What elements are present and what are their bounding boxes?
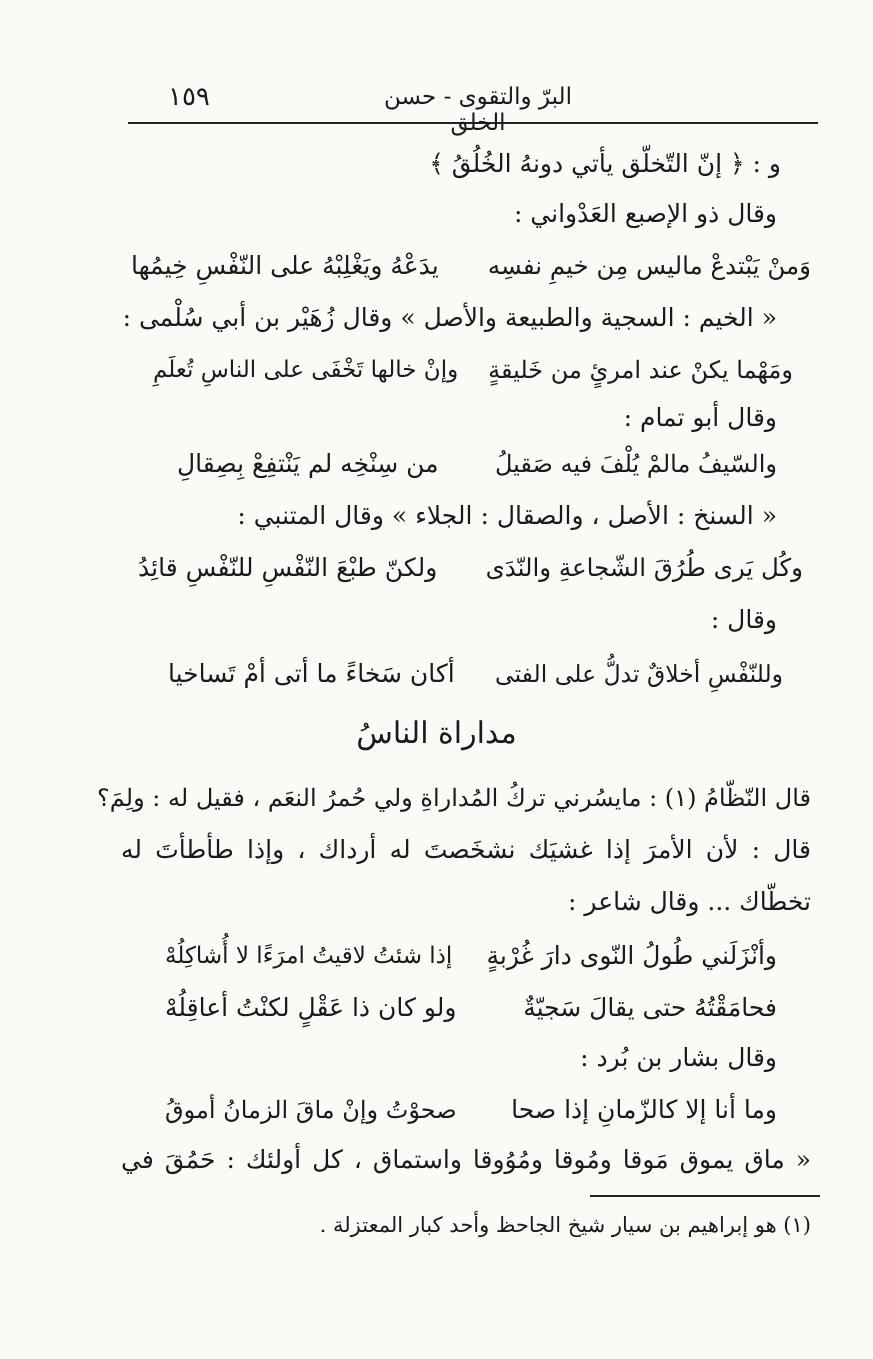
text-line: وقال :: [710, 605, 777, 634]
verse-second-hemistich: وإنْ خالها تَخْفَى على الناسِ تُعلَمِ: [153, 357, 459, 383]
page-header: [128, 78, 818, 136]
verse-second-hemistich: ولكنّ طبْعَ النّفْسِ للنّفْسِ قائِدُ: [138, 553, 438, 582]
paragraph-line: « ماق يموق مَوقا ومُوقا ومُوُوقا واستماق ، كل أولئك : حَمُقَ في: [121, 1145, 811, 1174]
verse-first-hemistich: فحامَقْتُهُ حتى يقالَ سَجيّةٌ: [523, 993, 777, 1022]
verse-line: [168, 654, 783, 694]
verse-line: [177, 444, 777, 484]
verse-line: [165, 936, 777, 976]
verse-first-hemistich: وكُل يَرى طُرُقَ الشّجاعةِ والنّدَى: [485, 553, 803, 582]
verse-second-hemistich: ولو كان ذا عَقْلٍ لكنْتُ أعاقِلُهْ: [165, 993, 457, 1022]
footnote-divider: [590, 1195, 820, 1197]
verse-line: [165, 1090, 777, 1130]
verse-first-hemistich: وللنّفْسِ أخلاقٌ تدلُّ على الفتى: [494, 660, 783, 688]
verse-line: [153, 350, 793, 390]
verse-first-hemistich: وما أنا إلا كالزّمانِ إذا صحا: [511, 1095, 777, 1124]
verse-line: [131, 246, 811, 286]
running-title: البرّ والتقوى - حسن الخلق: [384, 84, 572, 136]
verse-second-hemistich: أكان سَخاءً ما أتى أمْ تَساخيا: [168, 659, 455, 688]
verse-second-hemistich: من سِنْخِه لم يَنْتفِعْ بِصِقالِ: [177, 449, 439, 478]
text-line: وقال أبو تمام :: [623, 403, 777, 432]
paragraph-line: قال : لأن الأمرَ إذا غشيَك نشخَصتَ له أرداك ، وإذا طأطأتَ له: [121, 835, 811, 864]
verse-line: [138, 548, 803, 588]
footnote: (١) هو إبراهيم بن سيار شيخ الجاحظ وأحد كبار المعتزلة .: [319, 1213, 811, 1237]
verse-second-hemistich: إذا شئتُ لاقيتُ امرَءًا لا أُشاكِلُهْ: [165, 943, 453, 969]
verse-first-hemistich: ومَهْما يكنْ عند امرئٍ من خَليقةٍ: [488, 356, 793, 384]
verse-line: [165, 988, 777, 1028]
verse-first-hemistich: وَمنْ يَبْتدعْ ماليس مِن خيمِ نفسِه: [487, 251, 811, 280]
text-line: وقال بشار بن بُرد :: [580, 1043, 777, 1072]
page-number: ١٥٩: [168, 82, 210, 112]
verse-first-hemistich: والسّيفُ مالمْ يُلْفَ فيه صَقيلُ: [494, 450, 777, 478]
text-line: وقال ذو الإصبع العَدْواني :: [513, 199, 777, 228]
quoted-line: و : ﴿ إنّ التّخلّق يأتي دونهُ الخُلُقُ ﴾: [429, 149, 781, 178]
paragraph-line: قال النّظّامُ (١) : مايسُرني تركُ المُداراةِ ولي حُمرُ النعَم ، فقيل له : ولِمَ؟: [97, 784, 811, 812]
verse-second-hemistich: يدَعْهُ ويَغْلِبْهُ على النّفْسِ خِيمُها: [131, 251, 439, 280]
verse-first-hemistich: وأنْزَلَني طُولُ النّوى دارَ غُرْبةٍ: [486, 941, 777, 970]
section-title: مداراة الناسُ: [356, 716, 517, 751]
text-line: « السنخ : الأصل ، والصقال : الجلاء » وقال المتنبي :: [237, 501, 777, 530]
paragraph-line: تخطّاك ... وقال شاعر :: [568, 887, 811, 916]
verse-second-hemistich: صحوْتُ وإنْ ماقَ الزمانُ أموقُ: [165, 1096, 457, 1124]
text-line: « الخيم : السجية والطبيعة والأصل » وقال زُهَيْر بن أبي سُلْمى :: [122, 303, 777, 332]
